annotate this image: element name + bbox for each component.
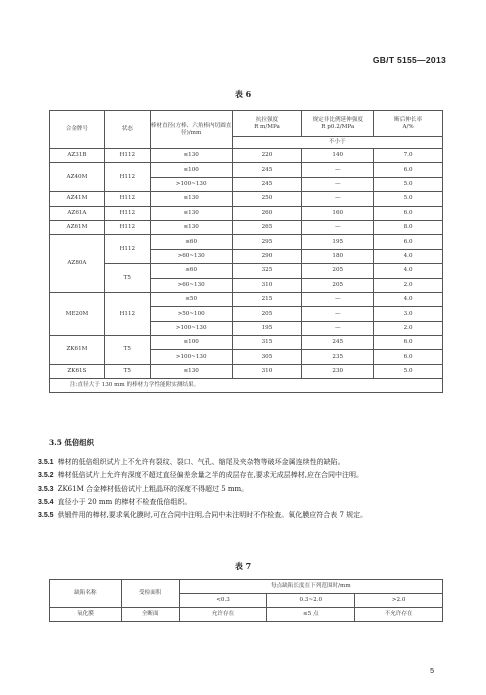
cell-tensile: 250 [232, 192, 302, 206]
cell-elongation: 4.0 [374, 249, 443, 263]
table-row [50, 336, 443, 350]
cell-temper: H112 [104, 206, 150, 220]
table7-header-range-3: >2.0 [355, 594, 443, 608]
cell-elongation: 6.0 [374, 336, 443, 350]
cell-diameter: >50~100 [150, 307, 232, 321]
cell-elongation: 6.0 [374, 235, 443, 249]
clause [38, 456, 442, 469]
cell-tensile: 220 [232, 149, 302, 163]
clause-text: 棒材的低倍组织试片上不允许有裂纹、裂口、气孔、缩尾及夹杂物等破坏金属连续性的缺陷。 [57, 458, 345, 466]
cell-temper: H112 [104, 235, 150, 264]
cell-grade: AZ41M [50, 192, 105, 206]
table-row [50, 220, 443, 234]
cell-temper: H112 [104, 149, 150, 163]
table-row [50, 292, 443, 306]
cell-yield: 195 [302, 235, 374, 249]
cell-range-2: ≤5 点 [267, 608, 355, 622]
elongation-label: 断后伸长率 [394, 116, 423, 123]
cell-diameter: ≤130 [150, 364, 232, 378]
cell-yield: — [302, 220, 374, 234]
cell-elongation: 6.0 [374, 163, 443, 177]
cell-elongation: 5.0 [374, 192, 443, 206]
clause-text: 直径小于 20 mm 的棒材不检查低倍组织。 [57, 497, 192, 506]
cell-grade: AZ80A [50, 235, 105, 293]
clause-number: 3.5.5 [38, 512, 54, 520]
clause-list [38, 456, 442, 522]
clause-number: 3.5.3 [38, 485, 54, 493]
table-row [50, 206, 443, 220]
cell-diameter: ≤100 [150, 336, 232, 350]
clause-text: ZK61M 合金棒材低倍试片上粗晶环的深度不得超过 5 mm。 [57, 484, 249, 493]
table7 [49, 579, 443, 622]
clause [38, 496, 442, 509]
cell-elongation: 4.0 [374, 264, 443, 278]
yield-label: 规定非比例延伸强度 [312, 116, 363, 123]
cell-elongation: 3.0 [374, 307, 443, 321]
cell-tensile: 260 [232, 206, 302, 220]
table7-header-range-1: <0.3 [179, 594, 267, 608]
cell-diameter: >100~130 [150, 177, 232, 191]
cell-yield: — [302, 307, 374, 321]
cell-yield: 180 [302, 249, 374, 263]
table6-header-diameter: 棒材直径(方棒、六角棒内切圆直径)/mm [150, 111, 232, 149]
cell-yield: — [302, 292, 374, 306]
cell-tensile: 315 [232, 336, 302, 350]
clause [38, 469, 442, 482]
cell-yield: 205 [302, 278, 374, 292]
page-number: 5 [430, 668, 434, 675]
cell-diameter: >100~130 [150, 321, 232, 335]
table-row [50, 364, 443, 378]
cell-yield: — [302, 177, 374, 191]
cell-elongation: 6.0 [374, 350, 443, 364]
yield-symbol: R p0.2/MPa [321, 123, 355, 130]
cell-tensile: 290 [232, 249, 302, 263]
cell-diameter: ≤50 [150, 292, 232, 306]
table6-header-temper: 状态 [104, 111, 150, 149]
cell-temper: H112 [104, 292, 150, 335]
clause-text: 供锻件用的棒材,要求氧化膜时,可在合同中注明,合同中未注明时不作检查。氧化膜应符合表 7 规定。 [57, 511, 368, 520]
cell-tensile: 325 [232, 264, 302, 278]
cell-yield: — [302, 163, 374, 177]
table6-header-min: 不小于 [232, 137, 442, 149]
cell-yield: 205 [302, 264, 374, 278]
cell-diameter: ≤60 [150, 235, 232, 249]
table7-header-length: 每点缺陷长度在下列范围时/mm [179, 580, 442, 594]
cell-elongation: 5.0 [374, 177, 443, 191]
table-row [50, 264, 443, 278]
cell-yield: 160 [302, 206, 374, 220]
cell-tensile: 195 [232, 321, 302, 335]
tensile-symbol: R m/MPa [254, 123, 280, 130]
standard-code: GB/T 5155—2013 [372, 55, 446, 65]
cell-diameter: ≤100 [150, 163, 232, 177]
table6-header-tensile [232, 111, 302, 137]
cell-range-1: 允许存在 [179, 608, 267, 622]
clause-number: 3.5.2 [38, 472, 54, 480]
cell-grade: AZ40M [50, 163, 105, 192]
cell-temper: H112 [104, 192, 150, 206]
table7-header-defect: 缺陷名称 [50, 580, 122, 608]
cell-diameter: >60~130 [150, 278, 232, 292]
cell-grade: ME20M [50, 292, 105, 335]
elongation-symbol: A/% [402, 123, 414, 130]
cell-yield: — [302, 321, 374, 335]
cell-grade: AZ61M [50, 220, 105, 234]
cell-elongation: 7.0 [374, 149, 443, 163]
cell-yield: — [302, 192, 374, 206]
table7-caption: 表 7 [234, 561, 252, 571]
table7-header-area: 受检面积 [121, 580, 179, 608]
cell-temper: H112 [104, 220, 150, 234]
table6-header-yield [302, 111, 374, 137]
cell-range-3: 不允许存在 [355, 608, 443, 622]
cell-tensile: 265 [232, 220, 302, 234]
clause-number: 3.5.1 [38, 459, 54, 466]
cell-defect: 氧化膜 [50, 608, 122, 622]
cell-temper: T5 [104, 336, 150, 365]
table6-header-elongation [374, 111, 443, 137]
cell-tensile: 305 [232, 350, 302, 364]
cell-diameter: >100~130 [150, 350, 232, 364]
table6-header-grade: 合金牌号 [50, 111, 105, 149]
cell-temper: T5 [104, 264, 150, 293]
table-row [50, 149, 443, 163]
cell-tensile: 310 [232, 364, 302, 378]
clause [38, 483, 442, 496]
table-row [50, 163, 443, 177]
table-row [50, 192, 443, 206]
clause-text: 棒材低倍试片上允许有深度不超过直径偏差余量之半的成层存在,要求无成层棒材,应在合同中注明。 [57, 471, 364, 480]
cell-diameter: ≤130 [150, 192, 232, 206]
cell-tensile: 310 [232, 278, 302, 292]
cell-diameter: ≤130 [150, 220, 232, 234]
cell-elongation: 5.0 [374, 364, 443, 378]
cell-grade: AZ61A [50, 206, 105, 220]
cell-temper: T5 [104, 364, 150, 378]
table6 [49, 110, 443, 393]
cell-tensile: 295 [232, 235, 302, 249]
cell-tensile: 245 [232, 163, 302, 177]
table-row [50, 608, 443, 622]
cell-elongation: 6.0 [374, 206, 443, 220]
table7-header-range-2: 0.3~2.0 [267, 594, 355, 608]
cell-tensile: 205 [232, 307, 302, 321]
cell-diameter: ≤130 [150, 206, 232, 220]
cell-elongation: 2.0 [374, 278, 443, 292]
cell-grade: ZK61S [50, 364, 105, 378]
clause [38, 509, 442, 522]
cell-diameter: ≤130 [150, 149, 232, 163]
cell-area: 全断面 [121, 608, 179, 622]
cell-tensile: 245 [232, 177, 302, 191]
cell-grade: ZK61M [50, 336, 105, 365]
section-title: 3.5 低倍组织 [49, 438, 94, 447]
cell-yield: 140 [302, 149, 374, 163]
table6-note: 注:直径大于 130 mm 的棒材力学性能附实测结果。 [50, 379, 443, 393]
cell-grade: AZ31B [50, 149, 105, 163]
cell-yield: 230 [302, 364, 374, 378]
table-row [50, 235, 443, 249]
cell-diameter: ≤60 [150, 264, 232, 278]
cell-tensile: 215 [232, 292, 302, 306]
cell-diameter: >60~130 [150, 249, 232, 263]
cell-elongation: 2.0 [374, 321, 443, 335]
cell-elongation: 4.0 [374, 292, 443, 306]
cell-elongation: 8.0 [374, 220, 443, 234]
cell-temper: H112 [104, 163, 150, 192]
clause-number: 3.5.4 [38, 498, 54, 506]
cell-yield: 245 [302, 336, 374, 350]
table6-caption: 表 6 [234, 89, 252, 99]
cell-yield: 235 [302, 350, 374, 364]
tensile-label: 抗拉强度 [255, 116, 279, 123]
